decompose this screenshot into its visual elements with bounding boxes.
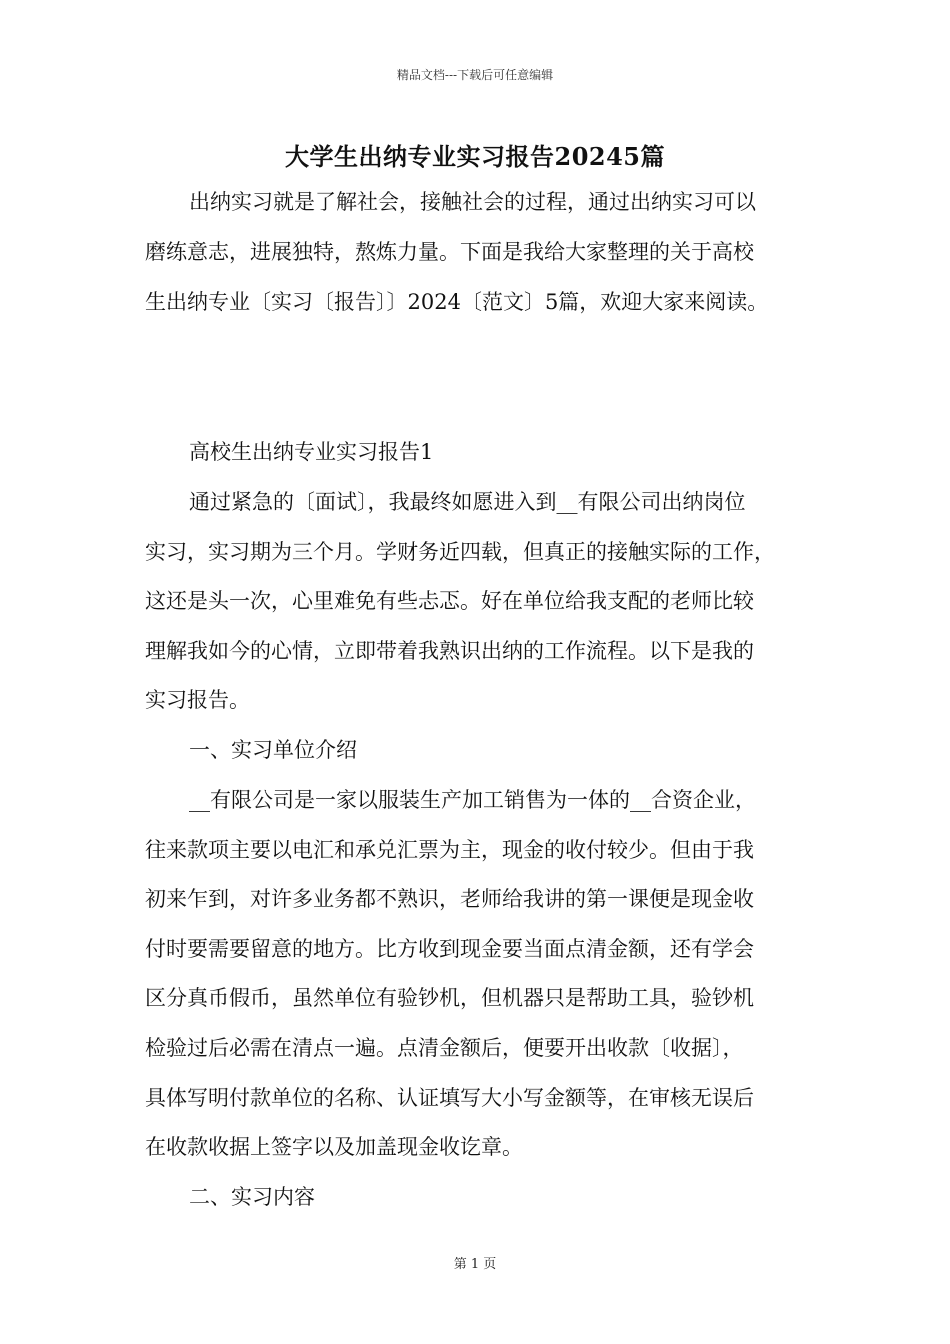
body-line: 理解我如今的心情，立即带着我熟识出纳的工作流程。以下是我的 xyxy=(145,639,754,663)
body-line: 往来款项主要以电汇和承兑汇票为主，现金的收付较少。但由于我 xyxy=(145,838,754,862)
document-title: 大学生出纳专业实习报告20245篇 xyxy=(285,142,665,171)
intro-line: 磨练意志，进展独特，熬炼力量。下面是我给大家整理的关于高校 xyxy=(145,240,754,264)
body-line: 实习报告。 xyxy=(145,688,250,712)
body-line: 区分真币假币，虽然单位有验钞机，但机器只是帮助工具，验钞机 xyxy=(145,986,754,1010)
section-heading: 高校生出纳专业实习报告1 xyxy=(189,440,434,464)
body-line: 初来乍到，对许多业务都不熟识，老师给我讲的第一课便是现金收 xyxy=(145,887,754,911)
body-line: 通过紧急的〔面试〕，我最终如愿进入到__有限公司出纳岗位 xyxy=(189,490,746,514)
intro-line: 出纳实习就是了解社会，接触社会的过程，通过出纳实习可以 xyxy=(189,190,756,214)
intro-line: 生出纳专业〔实习〔报告〕〕2024〔范文〕5篇，欢迎大家来阅读。 xyxy=(145,290,769,314)
body-line: 这还是头一次，心里难免有些忐忑。好在单位给我支配的老师比较 xyxy=(145,589,754,613)
body-line: 付时要需要留意的地方。比方收到现金要当面点清金额，还有学会 xyxy=(145,937,754,961)
body-line: 具体写明付款单位的名称、认证填写大小写金额等，在审核无误后 xyxy=(145,1086,754,1110)
subheading: 一、实习单位介绍 xyxy=(189,738,357,762)
subheading: 二、实习内容 xyxy=(189,1185,315,1209)
page-number: 第 1 页 xyxy=(453,1257,497,1272)
page-header: 精品文档---下载后可任意编辑 xyxy=(396,68,554,82)
body-line: 检验过后必需在清点一遍。点清金额后，便要开出收款〔收据〕， xyxy=(145,1036,744,1060)
body-line: __有限公司是一家以服装生产加工销售为一体的__合资企业， xyxy=(189,788,756,812)
body-line: 在收款收据上签字以及加盖现金收讫章。 xyxy=(145,1135,523,1159)
body-line: 实习，实习期为三个月。学财务近四载，但真正的接触实际的工作， xyxy=(145,540,775,564)
